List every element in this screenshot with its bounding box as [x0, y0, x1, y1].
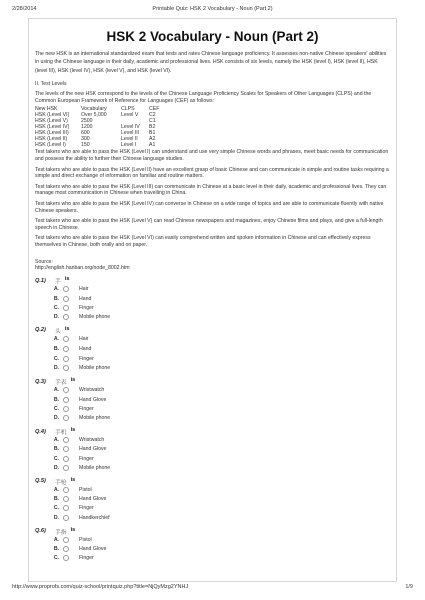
option-letter: B.: [53, 446, 59, 453]
print-date: 2/28/2014: [12, 6, 37, 12]
option-letter: A.: [53, 486, 59, 493]
level-cell: HSK (Level V): [35, 118, 68, 125]
option-radio[interactable]: [63, 356, 69, 362]
question-character: 头: [55, 328, 61, 335]
print-header: [12, 6, 413, 16]
quiz-intro: The new HSK is an international standardized exam that tests and rates Chinese language proficiency. It assesses non-native Chinese speakers' abilities in using the Chinese language in their daily, academic and professional lives. HSK consists of six levels, namely the HSK (level I), HSK (level II), HSK (level III), HSK (level IV), HSK (level V), and HSK (level VI).: [35, 51, 387, 74]
level-cell: 2500: [81, 118, 93, 125]
answer-option[interactable]: [35, 364, 390, 373]
question: [35, 378, 390, 423]
question-is: is: [70, 526, 76, 533]
option-radio[interactable]: [63, 296, 69, 302]
option-label: Hand: [79, 295, 92, 302]
option-radio[interactable]: [63, 456, 69, 462]
level-description: Test takers who are able to pass the HSK (Level VI) can easily comprehend written and spoken information in Chinese and can effectively express themselves in Chinese, both orally and on paper.: [35, 235, 371, 248]
question-is: is: [70, 427, 76, 434]
answer-option[interactable]: [35, 445, 390, 454]
levels-paragraph: The levels of the new HSK correspond to the levels of the Chinese Language Proficiency Scales for Speakers of Other Languages (CLPS) and the Common European Framework of Reference for Languages (CEF) as follows:: [35, 91, 372, 104]
question-number: Q.1): [35, 277, 46, 284]
level-cell: 1200: [81, 124, 93, 131]
level-cell: 300: [81, 136, 90, 143]
option-label: Mobile phone: [79, 415, 111, 421]
question: [35, 326, 390, 372]
option-radio[interactable]: [63, 555, 69, 561]
level-cell: Vocabulary: [81, 106, 107, 113]
option-radio[interactable]: [63, 515, 69, 521]
question-header: [35, 277, 390, 285]
option-label: Hand: [79, 345, 92, 352]
option-label: Finger: [79, 455, 94, 462]
option-radio[interactable]: [63, 505, 69, 511]
option-letter: A.: [53, 286, 59, 293]
answer-option[interactable]: [35, 544, 390, 553]
answer-option[interactable]: [35, 495, 390, 504]
level-description: Test takers who are able to pass the HSK (Level III) can communicate in Chinese at a basic level in their daily, academic and professional lives. They can manage most communication in Chinese when travelling in China.: [35, 183, 387, 197]
level-cell: CLPS: [121, 106, 135, 113]
page-number: 1/9: [405, 584, 413, 590]
level-cell: CEF: [149, 106, 160, 113]
question-is: is: [70, 377, 76, 384]
option-radio[interactable]: [63, 305, 69, 311]
option-letter: D.: [53, 313, 59, 320]
answer-option[interactable]: [35, 513, 390, 522]
level-cell: Level V: [121, 112, 139, 119]
question: [35, 477, 390, 522]
option-label: Pistol: [79, 536, 92, 543]
option-label: Hand Glove: [79, 396, 107, 403]
answer-option[interactable]: [35, 386, 390, 395]
option-radio[interactable]: [63, 437, 69, 443]
level-cell: B2: [149, 124, 156, 131]
option-label: Hair: [79, 286, 89, 293]
answer-option[interactable]: [35, 404, 390, 413]
answer-option[interactable]: [35, 312, 390, 321]
option-letter: D.: [53, 365, 59, 372]
option-label: Hand Glove: [79, 446, 107, 453]
option-label: Handkerchief: [79, 514, 110, 521]
option-label: Mobile phone: [79, 365, 111, 372]
option-letter: D.: [53, 464, 59, 471]
answer-option[interactable]: [35, 285, 390, 294]
option-radio[interactable]: [63, 336, 69, 342]
option-label: Wristwatch: [79, 437, 105, 444]
level-cell: Level IV: [121, 124, 140, 131]
answer-option[interactable]: [35, 454, 390, 463]
option-letter: C.: [53, 355, 59, 362]
option-letter: B.: [53, 496, 59, 503]
question: [35, 277, 390, 322]
level-cell: C2: [149, 112, 156, 119]
option-radio[interactable]: [63, 346, 69, 352]
print-title: Printable Quiz: HSK 2 Vocabulary - Noun (Part 2): [152, 6, 273, 12]
level-table-row: [35, 142, 390, 148]
option-letter: B.: [53, 345, 59, 352]
answer-option[interactable]: [35, 395, 390, 404]
option-radio[interactable]: [63, 487, 69, 493]
level-description: Test takers who are able to pass the HSK (Level II) have an excellent grasp of basic Chinese and can communicate in simple and routine tasks requiring a simple and direct exchange of information on familiar and routine matters.: [35, 166, 389, 180]
answer-option[interactable]: [35, 354, 390, 364]
option-label: Hair: [79, 336, 89, 343]
answer-option[interactable]: [35, 463, 390, 472]
option-letter: A.: [53, 336, 59, 343]
level-description: Test takers who are able to pass the HSK (Level I) can understand and use very simple Chinese words and phrases, meet basic needs for communication and possess the ability to further their Chinese language studies.: [35, 149, 389, 162]
option-radio[interactable]: [63, 314, 69, 320]
option-letter: D.: [53, 415, 59, 421]
question: [35, 428, 390, 473]
option-radio[interactable]: [63, 365, 69, 371]
question-number: Q.5): [35, 478, 46, 485]
level-cell: New HSK: [35, 106, 58, 113]
option-radio[interactable]: [63, 546, 69, 552]
question-header: [35, 527, 390, 535]
level-description: Test takers who are able to pass the HSK (Level V) can read Chinese newspapers and magazines, enjoy Chinese films and plays, and give a full-length speech in Chinese.: [35, 218, 383, 231]
option-letter: C.: [53, 455, 59, 462]
level-cell: HSK (Level I): [35, 142, 66, 149]
option-label: Hand Glove: [79, 496, 107, 503]
option-label: Hand Glove: [79, 545, 107, 552]
section-heading: II. Test Levels: [35, 81, 67, 88]
option-label: Wristwatch: [79, 387, 105, 394]
level-cell: HSK (Level IV): [35, 124, 70, 131]
option-radio[interactable]: [63, 496, 69, 502]
option-letter: C.: [53, 505, 59, 512]
level-description: Test takers who are able to pass the HSK (Level IV) can converse in Chinese on a wide range of topics and are able to communicate fluently with native Chinese speakers.: [35, 200, 384, 214]
question-number: Q.2): [35, 327, 46, 334]
answer-option[interactable]: [35, 504, 390, 513]
option-letter: B.: [53, 396, 59, 403]
answer-option[interactable]: [35, 535, 390, 544]
option-label: Finger: [79, 405, 94, 412]
option-label: Finger: [79, 555, 94, 562]
option-letter: D.: [53, 514, 59, 521]
level-cell: C1: [149, 118, 156, 125]
question-header: [35, 428, 390, 436]
option-letter: B.: [53, 545, 59, 552]
answer-option[interactable]: [35, 485, 390, 494]
option-letter: C.: [53, 304, 59, 311]
option-letter: A.: [53, 536, 59, 543]
answer-option[interactable]: [35, 294, 390, 303]
option-radio[interactable]: [63, 537, 69, 543]
answer-option[interactable]: [35, 553, 390, 562]
option-radio[interactable]: [63, 286, 69, 292]
option-radio[interactable]: [63, 397, 69, 403]
level-cell: Over 5,000: [81, 112, 107, 119]
source-label: Source:: [35, 258, 53, 265]
level-cell: 150: [81, 142, 90, 149]
level-table: [35, 106, 390, 148]
option-radio[interactable]: [63, 446, 69, 452]
quiz-content: [28, 18, 397, 582]
question-is: is: [70, 476, 76, 483]
option-label: Mobile phone: [79, 464, 111, 471]
option-label: Mobile phone: [79, 313, 111, 320]
question-character: 手机: [55, 430, 67, 437]
print-url: http://www.proprofs.com/quiz-school/printquiz.php?title=NjQyMzg2YNHJ: [12, 584, 189, 590]
option-radio[interactable]: [63, 415, 69, 421]
question-header: [35, 477, 390, 485]
option-letter: B.: [53, 295, 59, 302]
source-link[interactable]: http://english.hanban.org/node_8002.htm: [35, 265, 130, 272]
print-footer: [12, 584, 413, 594]
question-number: Q.4): [35, 428, 46, 435]
option-radio[interactable]: [63, 406, 69, 412]
option-radio[interactable]: [63, 465, 69, 471]
level-cell: B1: [149, 130, 156, 137]
option-letter: A.: [53, 437, 59, 444]
option-letter: C.: [53, 405, 59, 412]
option-label: Finger: [79, 505, 94, 512]
question-number: Q.6): [35, 528, 46, 535]
level-cell: A1: [149, 142, 156, 149]
quiz-title: HSK 2 Vocabulary - Noun (Part 2): [106, 29, 319, 44]
question-is: is: [64, 276, 70, 283]
question-character: 手表: [55, 380, 67, 387]
option-radio[interactable]: [63, 387, 69, 393]
level-cell: 600: [81, 130, 90, 137]
answer-option[interactable]: [35, 413, 390, 422]
level-cell: Level III: [121, 130, 140, 137]
option-letter: C.: [53, 555, 59, 562]
source-block: [35, 259, 390, 272]
level-cell: Level I: [121, 142, 137, 149]
option-label: Finger: [79, 355, 94, 362]
question: [35, 527, 390, 563]
question-character: 手指: [55, 529, 67, 536]
question-header: [35, 326, 390, 334]
question-character: 手: [55, 279, 61, 286]
option-label: Pistol: [79, 486, 92, 493]
level-cell: A2: [149, 136, 156, 143]
level-cell: Level II: [121, 136, 138, 143]
level-cell: HSK (Level VI): [35, 112, 70, 119]
answer-option[interactable]: [35, 344, 390, 354]
level-cell: HSK (Level II): [35, 136, 68, 143]
answer-option[interactable]: [35, 436, 390, 445]
question-is: is: [64, 325, 70, 332]
option-letter: A.: [53, 387, 59, 394]
option-label: Finger: [79, 304, 94, 311]
question-character: 手枪: [55, 479, 67, 486]
answer-option[interactable]: [35, 334, 390, 343]
question-header: [35, 378, 390, 386]
question-number: Q.3): [35, 378, 46, 385]
answer-option[interactable]: [35, 303, 390, 312]
level-cell: HSK (Level III): [35, 130, 69, 137]
